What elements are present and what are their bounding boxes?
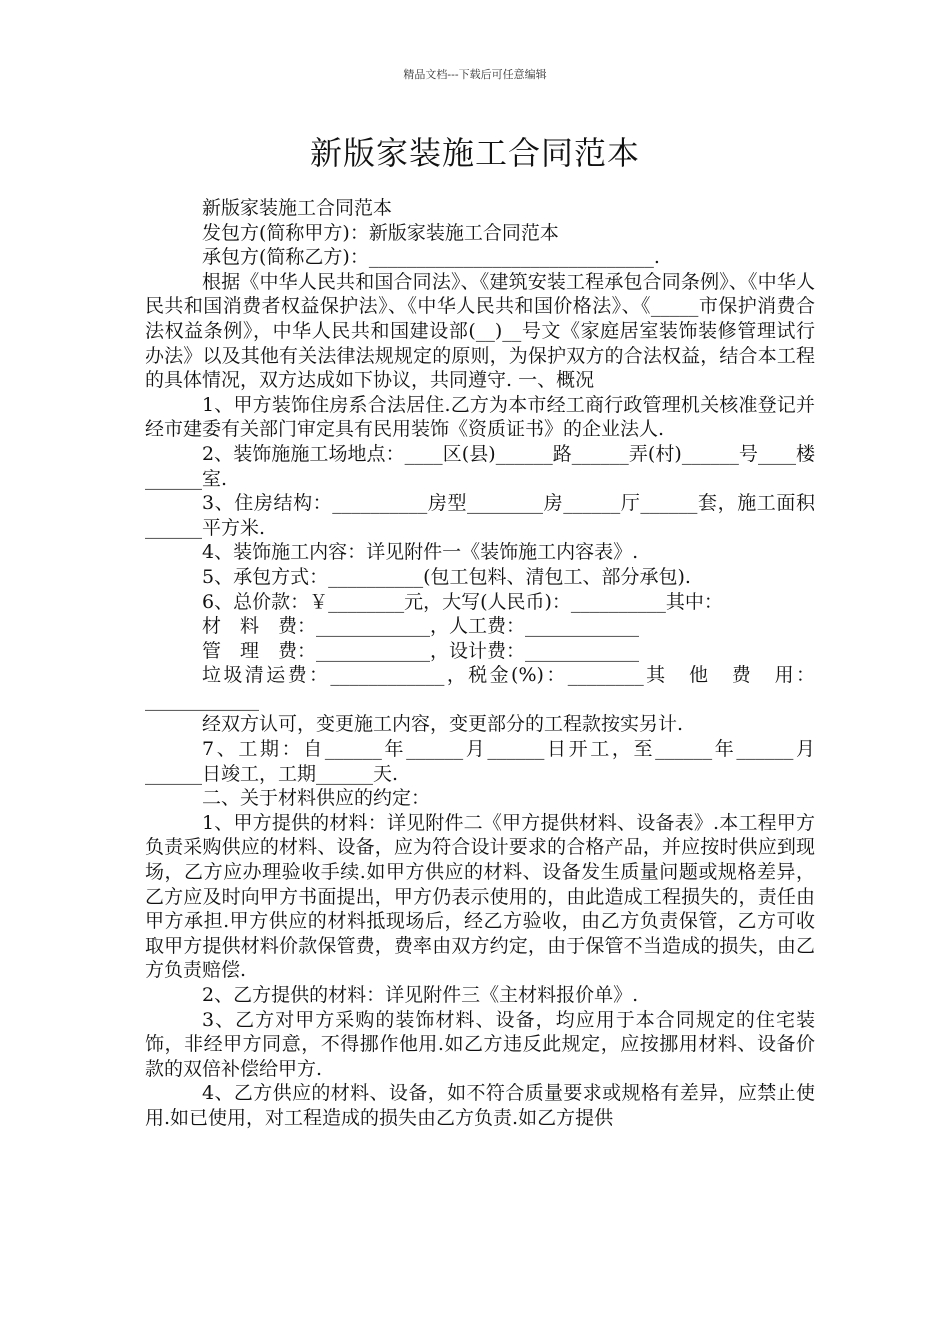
section-heading-materials: 二、关于材料供应的约定：	[202, 787, 431, 810]
paragraph-party-a: 发包方(简称甲方)：新版家装施工合同范本	[202, 221, 559, 244]
paragraph-material-fee: 材 料 费：____________，人工费：____________	[202, 615, 640, 638]
header-note: 精品文档---下载后可任意编辑	[403, 68, 547, 81]
paragraph-item-6-price: 6、总价款：￥________元，大写(人民币)：__________其中：	[202, 590, 723, 613]
paragraph-item-3-structure: 3、住房结构：__________房型________房______厅______套，施工面积______平方米.	[145, 492, 815, 539]
paragraph-cleanup-fee: 垃圾清运费：____________，税金(%)：________其 他 费 用：____________	[145, 664, 815, 711]
paragraph-item-7-schedule: 7、工期：自______年______月______日开工，至______年______月______日竣工，工期______天.	[145, 738, 815, 785]
paragraph-legal-basis: 根据《中华人民共和国合同法》、《建筑安装工程承包合同条例》、《中华人民共和国消费者权益保护法》、《中华人民共和国价格法》、《_____市保护消费合法权益条例》，中华人民共和国建设部(__)__号文《家庭居室装饰装修管理试行办法》以及其他有关法律法规规定的原则，为保护双方的合法权益，结合本工程的具体情况，双方达成如下协议，共同遵守. 一、概况	[145, 270, 815, 392]
paragraph-materials-4: 4、乙方供应的材料、设备，如不符合质量要求或规格有差异，应禁止使用.如已使用，对工程造成的损失由乙方负责.如乙方提供	[145, 1082, 815, 1129]
paragraph-item-1: 1、甲方装饰住房系合法居住.乙方为本市经工商行政管理机关核准登记并经市建委有关部门审定具有民用装饰《资质证书》的企业法人.	[145, 393, 815, 441]
paragraph-management-fee: 管 理 费：____________，设计费：____________	[202, 639, 640, 662]
paragraph-party-b: 承包方(简称乙方)：______________________________.	[202, 246, 660, 269]
paragraph-subtitle: 新版家装施工合同范本	[202, 197, 393, 219]
paragraph-item-4-content: 4、装饰施工内容：详见附件一《装饰施工内容表》.	[202, 541, 639, 564]
paragraph-materials-1: 1、甲方提供的材料：详见附件二《甲方提供材料、设备表》.本工程甲方负责采购供应的材料、设备，应为符合设计要求的合格产品，并应按时供应到现场，乙方应办理验收手续.如甲方供应的材料、设备发生质量问题或规格差异，乙方应及时向甲方书面提出，甲方仍表示使用的，由此造成工程损失的，责任由甲方承担.甲方供应的材料抵现场后，经乙方验收，由乙方负责保管，乙方可收取甲方提供材料价款保管费，费率由双方约定，由于保管不当造成的损失，由乙方负责赔偿.	[145, 811, 815, 982]
paragraph-materials-2: 2、乙方提供的材料：详见附件三《主材料报价单》.	[202, 984, 639, 1006]
document-title: 新版家装施工合同范本	[309, 134, 640, 172]
paragraph-item-2-location: 2、装饰施施工场地点：____区(县)______路______弄(村)______号____楼______室.	[145, 442, 815, 490]
paragraph-change-terms: 经双方认可，变更施工内容，变更部分的工程款按实另计.	[202, 713, 684, 736]
paragraph-item-5-method: 5、承包方式：__________(包工包料、清包工、部分承包).	[202, 565, 691, 588]
paragraph-materials-3: 3、乙方对甲方采购的装饰材料、设备，均应用于本合同规定的住宅装饰，非经甲方同意，不得挪作他用.如乙方违反此规定，应按挪用材料、设备价款的双倍补偿给甲方.	[145, 1008, 815, 1080]
document-body	[145, 196, 815, 1131]
